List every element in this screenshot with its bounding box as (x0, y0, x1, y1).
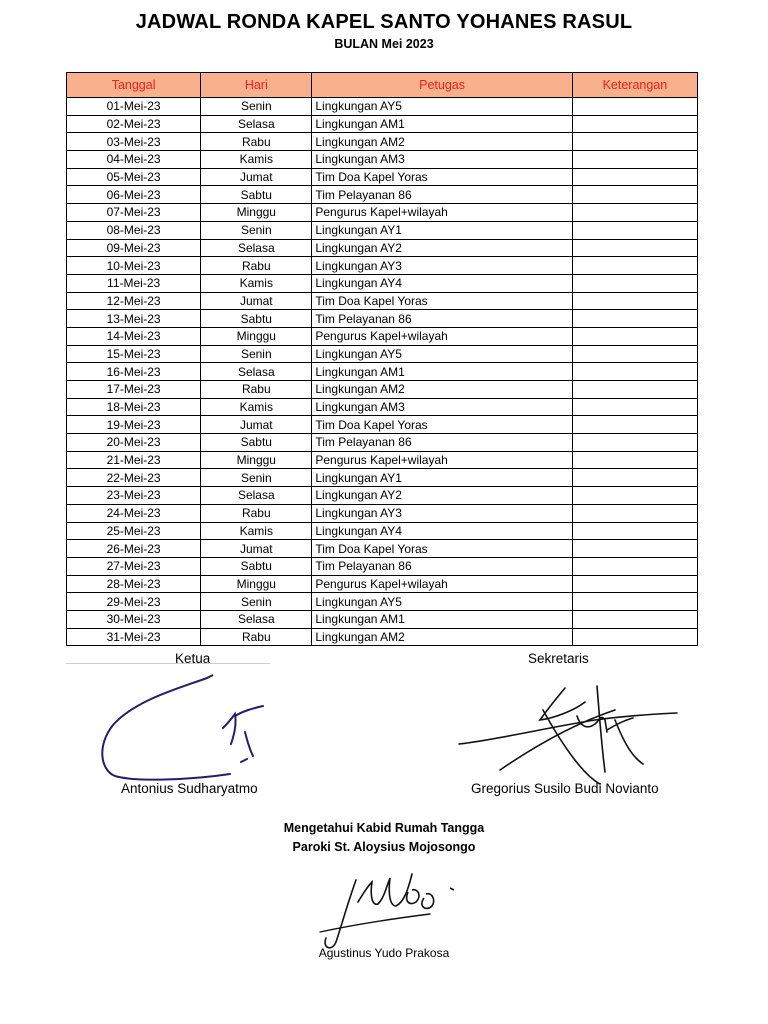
cell-officer: Lingkungan AM2 (312, 381, 572, 399)
table-row (67, 504, 698, 522)
table-row (67, 274, 698, 292)
cell-officer: Lingkungan AY3 (312, 504, 572, 522)
approval-name: Agustinus Yudo Prakosa (318, 946, 450, 960)
cell-note (572, 186, 697, 204)
cell-date: 17-Mei-23 (67, 381, 201, 399)
chair-signature-line (66, 663, 276, 664)
cell-note (572, 593, 697, 611)
table-row (67, 310, 698, 328)
cell-date: 21-Mei-23 (67, 451, 201, 469)
cell-day: Rabu (201, 133, 312, 151)
cell-note (572, 451, 697, 469)
cell-date: 30-Mei-23 (67, 610, 201, 628)
column-header-day: Hari (201, 73, 312, 98)
cell-officer: Pengurus Kapel+wilayah (312, 204, 572, 222)
cell-day: Senin (201, 221, 312, 239)
cell-day: Sabtu (201, 434, 312, 452)
cell-day: Kamis (201, 522, 312, 540)
cell-date: 04-Mei-23 (67, 151, 201, 169)
cell-date: 02-Mei-23 (67, 115, 201, 133)
cell-officer: Lingkungan AM3 (312, 151, 572, 169)
table-row (67, 398, 698, 416)
cell-day: Minggu (201, 327, 312, 345)
cell-officer: Lingkungan AY3 (312, 257, 572, 275)
table-row (67, 115, 698, 133)
table-row (67, 416, 698, 434)
cell-day: Selasa (201, 115, 312, 133)
cell-note (572, 363, 697, 381)
cell-officer: Pengurus Kapel+wilayah (312, 575, 572, 593)
cell-day: Jumat (201, 540, 312, 558)
cell-note (572, 345, 697, 363)
cell-date: 19-Mei-23 (67, 416, 201, 434)
cell-day: Senin (201, 345, 312, 363)
table-row (67, 363, 698, 381)
cell-officer: Lingkungan AM1 (312, 115, 572, 133)
cell-day: Senin (201, 593, 312, 611)
cell-officer: Lingkungan AM1 (312, 610, 572, 628)
cell-officer: Lingkungan AY1 (312, 221, 572, 239)
cell-date: 22-Mei-23 (67, 469, 201, 487)
cell-note (572, 257, 697, 275)
cell-note (572, 310, 697, 328)
table-header-row (67, 73, 698, 98)
cell-day: Minggu (201, 575, 312, 593)
cell-date: 23-Mei-23 (67, 487, 201, 505)
table-row (67, 133, 698, 151)
cell-officer: Tim Doa Kapel Yoras (312, 292, 572, 310)
cell-day: Selasa (201, 239, 312, 257)
table-row (67, 628, 698, 646)
cell-officer: Lingkungan AY2 (312, 239, 572, 257)
table-row (67, 186, 698, 204)
table-row (67, 221, 698, 239)
column-header-date: Tanggal (67, 73, 201, 98)
cell-day: Selasa (201, 487, 312, 505)
cell-note (572, 434, 697, 452)
cell-date: 16-Mei-23 (67, 363, 201, 381)
cell-note (572, 274, 697, 292)
cell-note (572, 151, 697, 169)
cell-day: Sabtu (201, 557, 312, 575)
cell-note (572, 610, 697, 628)
cell-day: Selasa (201, 363, 312, 381)
cell-day: Rabu (201, 628, 312, 646)
table-row (67, 239, 698, 257)
cell-date: 27-Mei-23 (67, 557, 201, 575)
cell-date: 05-Mei-23 (67, 168, 201, 186)
cell-note (572, 540, 697, 558)
cell-officer: Tim Pelayanan 86 (312, 310, 572, 328)
cell-note (572, 557, 697, 575)
document-title: JADWAL RONDA KAPEL SANTO YOHANES RASUL (135, 11, 633, 33)
document-subtitle: BULAN Mei 2023 (334, 37, 434, 51)
cell-date: 09-Mei-23 (67, 239, 201, 257)
cell-note (572, 327, 697, 345)
cell-officer: Tim Doa Kapel Yoras (312, 168, 572, 186)
cell-officer: Tim Pelayanan 86 (312, 186, 572, 204)
schedule-table (66, 72, 698, 646)
cell-day: Rabu (201, 257, 312, 275)
cell-day: Selasa (201, 610, 312, 628)
cell-officer: Lingkungan AY4 (312, 522, 572, 540)
chair-signature (95, 670, 295, 785)
cell-officer: Tim Doa Kapel Yoras (312, 540, 572, 558)
cell-note (572, 398, 697, 416)
table-row (67, 168, 698, 186)
cell-day: Rabu (201, 504, 312, 522)
cell-officer: Lingkungan AY5 (312, 593, 572, 611)
cell-date: 14-Mei-23 (67, 327, 201, 345)
cell-note (572, 522, 697, 540)
cell-note (572, 239, 697, 257)
cell-day: Jumat (201, 168, 312, 186)
cell-officer: Tim Pelayanan 86 (312, 434, 572, 452)
table-row (67, 557, 698, 575)
cell-officer: Tim Doa Kapel Yoras (312, 416, 572, 434)
cell-officer: Lingkungan AY4 (312, 274, 572, 292)
cell-note (572, 469, 697, 487)
cell-day: Minggu (201, 451, 312, 469)
table-row (67, 381, 698, 399)
cell-date: 12-Mei-23 (67, 292, 201, 310)
table-row (67, 204, 698, 222)
cell-note (572, 221, 697, 239)
cell-officer: Lingkungan AY5 (312, 345, 572, 363)
cell-day: Sabtu (201, 310, 312, 328)
table-row (67, 540, 698, 558)
cell-date: 10-Mei-23 (67, 257, 201, 275)
cell-officer: Lingkungan AY5 (312, 98, 572, 116)
cell-date: 11-Mei-23 (67, 274, 201, 292)
cell-day: Kamis (201, 274, 312, 292)
cell-date: 08-Mei-23 (67, 221, 201, 239)
cell-date: 03-Mei-23 (67, 133, 201, 151)
cell-date: 13-Mei-23 (67, 310, 201, 328)
cell-day: Jumat (201, 292, 312, 310)
table-row (67, 345, 698, 363)
column-header-officer: Petugas (312, 73, 572, 98)
cell-note (572, 133, 697, 151)
cell-date: 25-Mei-23 (67, 522, 201, 540)
cell-officer: Lingkungan AM2 (312, 628, 572, 646)
table-row (67, 575, 698, 593)
secretary-name: Gregorius Susilo Budi Novianto (471, 781, 659, 796)
table-row (67, 292, 698, 310)
cell-note (572, 575, 697, 593)
cell-day: Sabtu (201, 186, 312, 204)
table-row (67, 610, 698, 628)
chair-name: Antonius Sudharyatmo (121, 781, 258, 796)
table-row (67, 327, 698, 345)
table-row (67, 451, 698, 469)
cell-note (572, 98, 697, 116)
table-row (67, 469, 698, 487)
cell-day: Kamis (201, 151, 312, 169)
cell-officer: Lingkungan AM3 (312, 398, 572, 416)
cell-day: Kamis (201, 398, 312, 416)
secretary-signature (455, 680, 685, 785)
cell-day: Senin (201, 469, 312, 487)
cell-note (572, 168, 697, 186)
cell-day: Minggu (201, 204, 312, 222)
cell-date: 29-Mei-23 (67, 593, 201, 611)
table-row (67, 257, 698, 275)
cell-day: Senin (201, 98, 312, 116)
table-row (67, 487, 698, 505)
cell-date: 06-Mei-23 (67, 186, 201, 204)
cell-day: Rabu (201, 381, 312, 399)
chair-role-label: Ketua (175, 651, 211, 666)
cell-note (572, 628, 697, 646)
column-header-note: Keterangan (572, 73, 697, 98)
cell-date: 01-Mei-23 (67, 98, 201, 116)
cell-note (572, 115, 697, 133)
cell-date: 24-Mei-23 (67, 504, 201, 522)
cell-date: 26-Mei-23 (67, 540, 201, 558)
cell-note (572, 487, 697, 505)
cell-note (572, 416, 697, 434)
cell-note (572, 204, 697, 222)
cell-note (572, 504, 697, 522)
cell-note (572, 292, 697, 310)
cell-officer: Lingkungan AM2 (312, 133, 572, 151)
cell-date: 31-Mei-23 (67, 628, 201, 646)
cell-date: 28-Mei-23 (67, 575, 201, 593)
cell-day: Jumat (201, 416, 312, 434)
table-row (67, 434, 698, 452)
table-row (67, 522, 698, 540)
cell-date: 18-Mei-23 (67, 398, 201, 416)
approval-signature (318, 862, 468, 957)
table-row (67, 151, 698, 169)
approval-line-1: Mengetahui Kabid Rumah Tangga (283, 821, 485, 835)
cell-officer: Lingkungan AY1 (312, 469, 572, 487)
cell-officer: Pengurus Kapel+wilayah (312, 327, 572, 345)
cell-note (572, 381, 697, 399)
cell-officer: Tim Pelayanan 86 (312, 557, 572, 575)
cell-date: 07-Mei-23 (67, 204, 201, 222)
cell-date: 20-Mei-23 (67, 434, 201, 452)
secretary-role-label: Sekretaris (528, 651, 589, 666)
table-row (67, 98, 698, 116)
cell-officer: Lingkungan AY2 (312, 487, 572, 505)
cell-date: 15-Mei-23 (67, 345, 201, 363)
table-row (67, 593, 698, 611)
cell-officer: Pengurus Kapel+wilayah (312, 451, 572, 469)
approval-line-2: Paroki St. Aloysius Mojosongo (292, 840, 476, 854)
cell-officer: Lingkungan AM1 (312, 363, 572, 381)
